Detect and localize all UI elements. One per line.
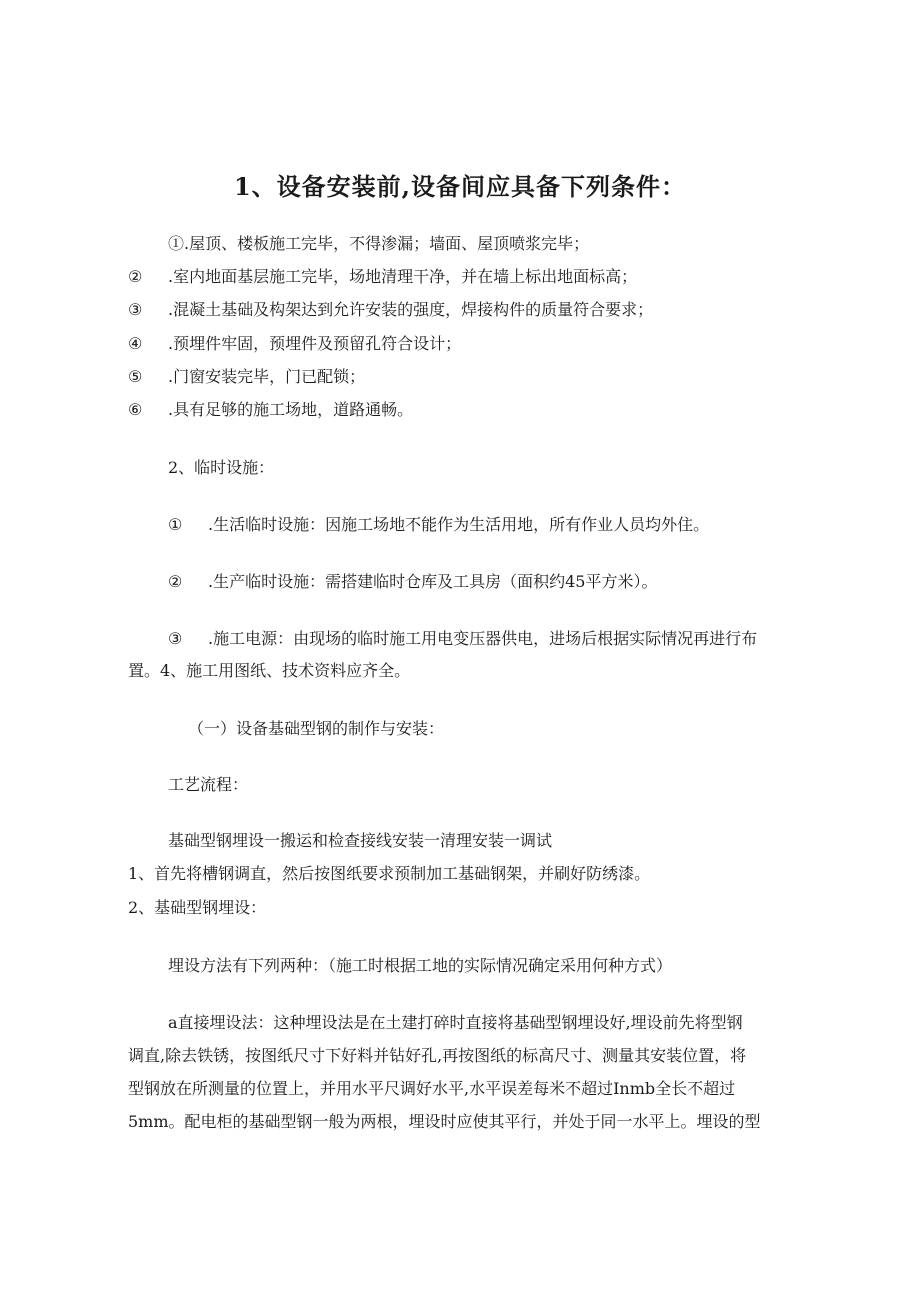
item-number: ②	[168, 572, 183, 591]
paragraph-line-1: a直接埋设法：这种埋设法是在土建打碎时直接将基础型钢埋设好,埋设前先将型钢	[168, 1013, 743, 1032]
item-number: ⑥	[128, 400, 143, 419]
paragraph-line-4: 5mm。配电柜的基础型钢一般为两根，埋设时应使其平行，并处于同一水平上。埋设的型	[128, 1112, 761, 1131]
item-text: .室内地面基层施工完毕，场地清理干净，并在墙上标出地面标高；	[168, 267, 638, 286]
step-1: 1、首先将槽钢调直，然后按图纸要求预制加工基础钢架，并刷好防绣漆。	[128, 864, 651, 883]
facility-item-3-continuation: 置。4、施工用图纸、技术资料应齐全。	[128, 661, 411, 680]
facility-item-3	[168, 628, 757, 650]
item-number: ③	[168, 629, 183, 648]
embedding-methods: 埋设方法有下列两种：（施工时根据工地的实际情况确定采用何种方式）	[168, 956, 673, 975]
condition-item-4	[128, 333, 461, 355]
condition-item-2	[128, 266, 637, 288]
process-flow: 基础型钢埋设一搬运和检查接线安装一清理安装一调试	[168, 831, 553, 850]
item-text: .门窗安装完毕，门已配锁；	[168, 367, 366, 386]
page-title: 1、设备安装前,设备间应具备下列条件：	[233, 172, 687, 201]
step-2: 2、基础型钢埋设：	[128, 898, 267, 917]
item-text: .混凝土基础及构架达到允许安装的强度，焊接构件的质量符合要求；	[168, 300, 654, 319]
paragraph-line-3: 型钢放在所测量的位置上，并用水平尺调好水平,水平误差每米不超过Inmb全长不超过	[128, 1079, 736, 1098]
item-text: .施工电源：由现场的临时施工用电变压器供电，进场后根据实际情况再进行布	[208, 629, 758, 648]
item-number: ①	[168, 515, 183, 534]
facility-item-2	[168, 571, 657, 593]
process-flow-label: 工艺流程：	[168, 775, 249, 794]
section-heading-foundation-steel: （一）设备基础型钢的制作与安装：	[188, 719, 445, 738]
condition-item-5	[128, 366, 365, 388]
item-text: .具有足够的施工场地，道路通畅。	[168, 400, 414, 419]
item-number: ③	[128, 300, 143, 319]
item-text: .生产临时设施：需搭建临时仓库及工具房（面积约45平方米）。	[208, 572, 658, 591]
item-text: .预埋件牢固，预埋件及预留孔符合设计；	[168, 334, 462, 353]
item-number: ⑤	[128, 367, 143, 386]
section-heading-temporary-facilities: 2、临时设施：	[168, 458, 275, 477]
condition-item-3	[128, 299, 653, 321]
facility-item-1	[168, 514, 709, 536]
item-number: ④	[128, 334, 143, 353]
item-text: .生活临时设施：因施工场地不能作为生活用地，所有作业人员均外住。	[208, 515, 710, 534]
paragraph-line-2: 调直,除去铁锈，按图纸尺寸下好料并钻好孔,再按图纸的标高尺寸、测量其安装位置，将	[128, 1046, 747, 1065]
condition-item-6	[128, 399, 413, 421]
item-number: ②	[128, 267, 143, 286]
condition-item-1: ①.屋顶、楼板施工完毕，不得渗漏；墙面、屋顶喷浆完毕；	[168, 234, 590, 253]
